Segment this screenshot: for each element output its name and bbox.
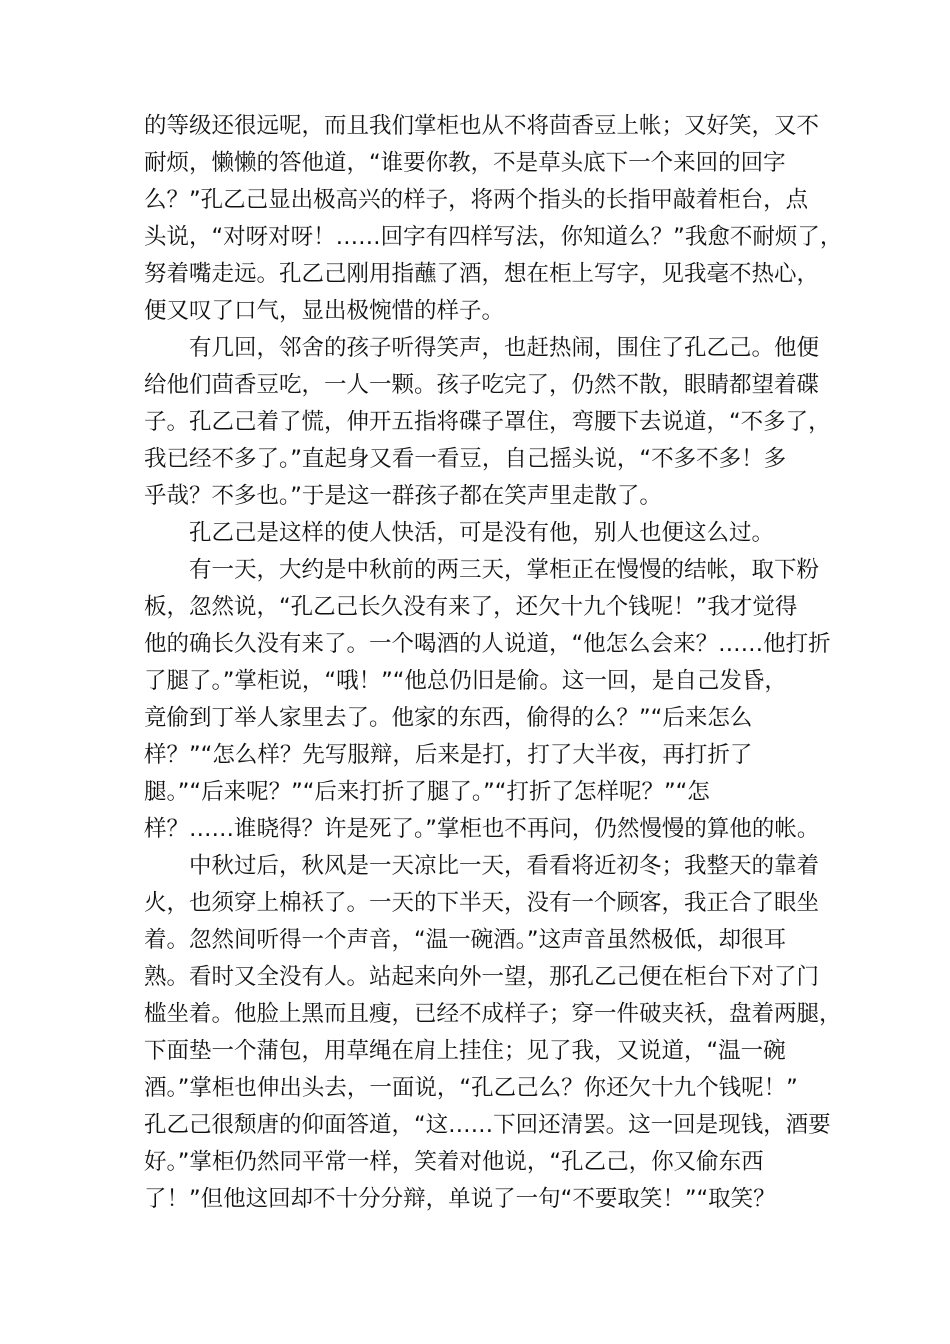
text-line: 着。忽然间听得一个声音，“温一碗酒。”这声音虽然极低，却很耳	[144, 927, 787, 953]
text-line: 便又叹了口气，显出极惋惜的样子。	[144, 298, 505, 324]
text-line: 了腿了。”掌柜说，“哦！”“他总仍旧是偷。这一回，是自己发昏，	[144, 668, 787, 694]
text-line: 头说，“对呀对呀！……回字有四样写法，你知道么？”我愈不耐烦了，	[144, 224, 843, 250]
text-line: 孔乙己是这样的使人快活，可是没有他，别人也便这么过。	[144, 520, 775, 546]
text-line: 的等级还很远呢，而且我们掌柜也从不将茴香豆上帐；又好笑，又不	[144, 113, 820, 139]
text-line: 样？”“怎么样？先写服辩，后来是打，打了大半夜，再打折了	[144, 742, 753, 768]
text-line: 耐烦，懒懒的答他道，“谁要你教，不是草头底下一个来回的回字	[144, 150, 786, 176]
text-line: 槛坐着。他脸上黑而且瘦，已经不成样子；穿一件破夹袄，盘着两腿，	[144, 1001, 842, 1027]
text-line: 努着嘴走远。孔乙己刚用指蘸了酒，想在柜上写字，见我毫不热心，	[144, 261, 820, 287]
body-text	[144, 108, 844, 1218]
text-line: 竟偷到丁举人家里去了。他家的东西，偷得的么？”“后来怎么	[144, 705, 753, 731]
text-line: 熟。看时又全没有人。站起来向外一望，那孔乙己便在柜台下对了门	[144, 964, 820, 990]
text-line: 火，也须穿上棉袄了。一天的下半天，没有一个顾客，我正合了眼坐	[144, 890, 820, 916]
text-line: 下面垫一个蒲包，用草绳在肩上挂住；见了我，又说道，“温一碗	[144, 1038, 786, 1064]
text-line: 板，忽然说，“孔乙己长久没有来了，还欠十九个钱呢！”我才觉得	[144, 594, 798, 620]
text-line: 乎哉？不多也。”于是这一群孩子都在笑声里走散了。	[144, 483, 662, 509]
text-line: 好。”掌柜仍然同平常一样，笑着对他说，“孔乙己，你又偷东西	[144, 1149, 764, 1175]
text-line: 么？”孔乙己显出极高兴的样子，将两个指头的长指甲敲着柜台，点	[144, 187, 809, 213]
text-line: 有一天，大约是中秋前的两三天，掌柜正在慢慢的结帐，取下粉	[144, 557, 820, 583]
text-line: 酒。”掌柜也伸出头去，一面说，“孔乙己么？你还欠十九个钱呢！”	[144, 1075, 798, 1101]
text-line: 他的确长久没有来了。一个喝酒的人说道，“他怎么会来？……他打折	[144, 631, 831, 657]
text-line: 中秋过后，秋风是一天凉比一天，看看将近初冬；我整天的靠着	[144, 853, 820, 879]
text-line: 给他们茴香豆吃，一人一颗。孩子吃完了，仍然不散，眼睛都望着碟	[144, 372, 820, 398]
text-line: 了！”但他这回却不十分分辩，单说了一句“不要取笑！”“取笑？	[144, 1186, 776, 1212]
text-line: 孔乙己很颓唐的仰面答道，“这……下回还清罢。这一回是现钱，酒要	[144, 1112, 831, 1138]
text-line: 样？……谁晓得？许是死了。”掌柜也不再问，仍然慢慢的算他的帐。	[144, 816, 820, 842]
text-line: 有几回，邻舍的孩子听得笑声，也赶热闹，围住了孔乙己。他便	[144, 335, 820, 361]
text-line: 腿。”“后来呢？”“后来打折了腿了。”“打折了怎样呢？”“怎	[144, 779, 710, 805]
text-line: 子。孔乙己着了慌，伸开五指将碟子罩住，弯腰下去说道，“不多了，	[144, 409, 831, 435]
text-line: 我已经不多了。”直起身又看一看豆，自己摇头说，“不多不多！多	[144, 446, 787, 472]
